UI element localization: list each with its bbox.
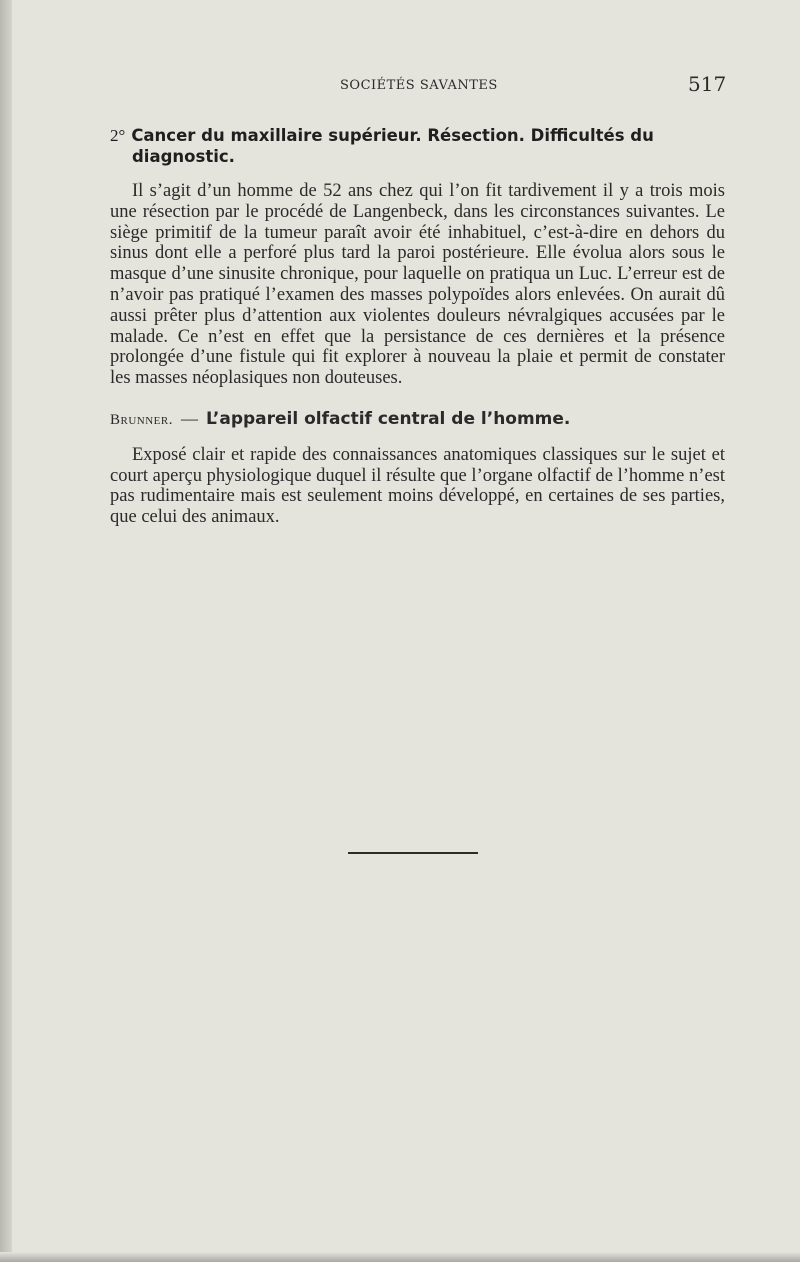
running-head-title: SOCIÉTÉS SAVANTES [340, 78, 498, 93]
article-1-paragraph: Il s’agit d’un homme de 52 ans chez qui l’on fit tardivement il y a trois mois une résection par le procédé de Langenbeck, dans les circonstances suivantes. Le siège primitif de la tumeur paraît avoir été inhabituel, c’est-à-dire en dehors du sinus dont elle a perforé plus tard la paroi postérieure. Elle évolua alors sous le masque d’une sinusite chronique, pour laquelle on pratiqua un Luc. L’erreur est de n’avoir pas pratiqué l’examen des masses polypoïdes alors enlevées. On aurait dû aussi prêter plus d’attention aux violentes douleurs névralgiques accusées par le malade. Ce n’est en effet que la persistance de ces dernières et la présence prolongée d’une fistule qui fit explorer à nouveau la plaie et permit de constater les masses néoplasiques non douteuses. [110, 181, 725, 389]
page-body [110, 126, 725, 528]
page-number: 517 [688, 72, 727, 96]
article-2-dash: — [180, 408, 198, 428]
running-head [0, 72, 800, 102]
section-end-rule [348, 852, 478, 854]
article-2-paragraph: Exposé clair et rapide des connaissances anatomiques classiques sur le sujet et court aperçu physiologique duquel il résulte que l’organe olfactif de l’homme n’est pas rudimentaire mais est seulement moins développé, en certaines de ses parties, que celui des animaux. [110, 444, 725, 528]
page-spine-shadow [0, 0, 12, 1262]
article-1-number: 2° [110, 126, 126, 145]
article-2-heading [110, 409, 725, 431]
article-1-title-line1: Cancer du maxillaire supérieur. Résection. Difficultés du [131, 126, 654, 145]
article-1-heading [110, 126, 725, 167]
article-2-title: L’appareil olfactif central de l’homme. [205, 408, 571, 429]
article-2-author: Brunner. [110, 411, 173, 428]
article-1-title-line2: diagnostic. [132, 146, 235, 166]
page-bottom-edge [0, 1252, 800, 1262]
